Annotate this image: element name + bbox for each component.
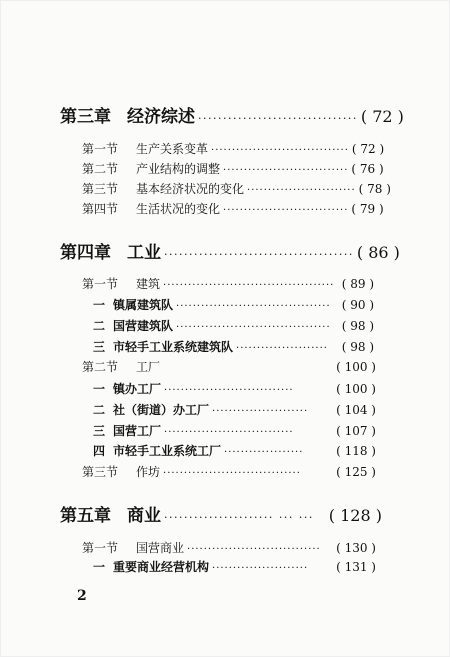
dot-leader: ······················ ··· ··· [164, 511, 314, 524]
section-row [82, 275, 374, 292]
chapter-row [60, 238, 400, 263]
section-label: 第三节 [82, 182, 119, 196]
dot-leader: ····································· [176, 322, 331, 333]
page-ref: ( 104 ) [336, 403, 376, 417]
section-title: 基本经济状况的变化 [136, 182, 245, 196]
dot-leader: ······························· [164, 427, 294, 438]
page-ref: ( 131 ) [336, 560, 376, 574]
dot-leader: ································· [211, 145, 349, 156]
subsection-title: 国营建筑队 [113, 319, 174, 333]
subsection-label: 一 [92, 382, 105, 396]
page-ref: ( 72 ) [360, 107, 404, 126]
chapter-title: 商业 [127, 506, 161, 526]
dot-leader: ······································ [164, 248, 354, 261]
section-row [82, 160, 384, 177]
page-ref: ( 107 ) [336, 424, 376, 438]
page-ref: ( 78 ) [358, 182, 391, 196]
page-number: 2 [77, 588, 87, 604]
subsection-title: 国营工厂 [113, 424, 162, 438]
section-label: 第二节 [82, 162, 119, 176]
page-ref: ( 98 ) [341, 319, 374, 333]
dot-leader: ······························ [223, 165, 349, 176]
section-title: 建筑 [136, 277, 161, 291]
page-ref: ( 79 ) [351, 202, 384, 216]
chapter-row [60, 501, 382, 526]
section-label: 第一节 [82, 541, 119, 555]
dot-leader: ······················· [212, 563, 309, 574]
subsection-row [85, 422, 376, 439]
dot-leader: ·························· [247, 185, 356, 196]
subsection-title: 镇办工厂 [113, 382, 162, 396]
section-row [82, 180, 391, 197]
chapter-row [60, 102, 404, 127]
subsection-title: 市轻手工业系统工厂 [113, 444, 222, 458]
subsection-row [85, 380, 376, 397]
page-ref: ( 130 ) [336, 541, 376, 555]
chapter-label: 第三章 [60, 107, 111, 127]
dot-leader: ································ [187, 544, 321, 555]
dot-leader: ································· [163, 468, 301, 479]
page-ref: ( 118 ) [336, 444, 376, 458]
subsection-label: 四 [92, 444, 105, 458]
dot-leader: ······························· [164, 385, 294, 396]
section-label: 第二节 [82, 360, 119, 374]
dot-leader: ··················· [224, 447, 304, 458]
subsection-label: 一 [92, 560, 105, 574]
section-row [82, 358, 376, 375]
section-title: 产业结构的调整 [136, 162, 221, 176]
dot-leader: ····································· [176, 301, 331, 312]
section-label: 第一节 [82, 142, 119, 156]
chapter-label: 第五章 [60, 506, 111, 526]
dot-leader: ······················· [212, 406, 309, 417]
section-title: 工厂 [136, 360, 161, 374]
chapter-title: 工业 [127, 243, 161, 263]
page-ref: ( 98 ) [341, 340, 374, 354]
chapter-title: 经济综述 [127, 107, 195, 127]
page-ref: ( 72 ) [351, 142, 385, 156]
subsection-row [85, 558, 376, 575]
subsection-label: 一 [92, 298, 105, 312]
page-ref: ( 100 ) [336, 382, 376, 396]
subsection-title: 镇属建筑队 [113, 298, 174, 312]
page-ref: ( 76 ) [351, 162, 384, 176]
section-row [82, 463, 376, 480]
section-row [82, 539, 376, 556]
section-row [82, 140, 385, 157]
subsection-label: 三 [92, 424, 105, 438]
subsection-title: 重要商业经营机构 [113, 560, 210, 574]
subsection-label: 二 [92, 319, 105, 333]
section-label: 第四节 [82, 202, 119, 216]
page-ref: ( 125 ) [336, 465, 376, 479]
section-title: 作坊 [136, 465, 161, 479]
page-ref: ( 100 ) [336, 360, 376, 374]
subsection-row [85, 296, 374, 313]
page-ref: ( 89 ) [341, 277, 374, 291]
subsection-row [85, 317, 374, 334]
subsection-row [85, 338, 374, 355]
page-ref: ( 128 ) [328, 506, 382, 525]
chapter-label: 第四章 [60, 243, 111, 263]
subsection-row [85, 442, 376, 459]
subsection-label: 三 [92, 340, 105, 354]
section-label: 第三节 [82, 465, 119, 479]
dot-leader: ······················ [236, 343, 328, 354]
dot-leader: ································ [198, 112, 358, 125]
page-ref: ( 86 ) [356, 243, 400, 262]
page-ref: ( 90 ) [341, 298, 374, 312]
section-title: 生活状况的变化 [136, 202, 221, 216]
section-label: 第一节 [82, 277, 119, 291]
subsection-title: 市轻手工业系统建筑队 [113, 340, 234, 354]
dot-leader: ········································· [163, 280, 335, 291]
subsection-title: 社（街道）办工厂 [113, 403, 210, 417]
section-row [82, 200, 384, 217]
section-title: 国营商业 [136, 541, 185, 555]
subsection-label: 二 [92, 403, 105, 417]
subsection-row [85, 401, 376, 418]
section-title: 生产关系变革 [136, 142, 209, 156]
dot-leader: ······························ [223, 205, 349, 216]
